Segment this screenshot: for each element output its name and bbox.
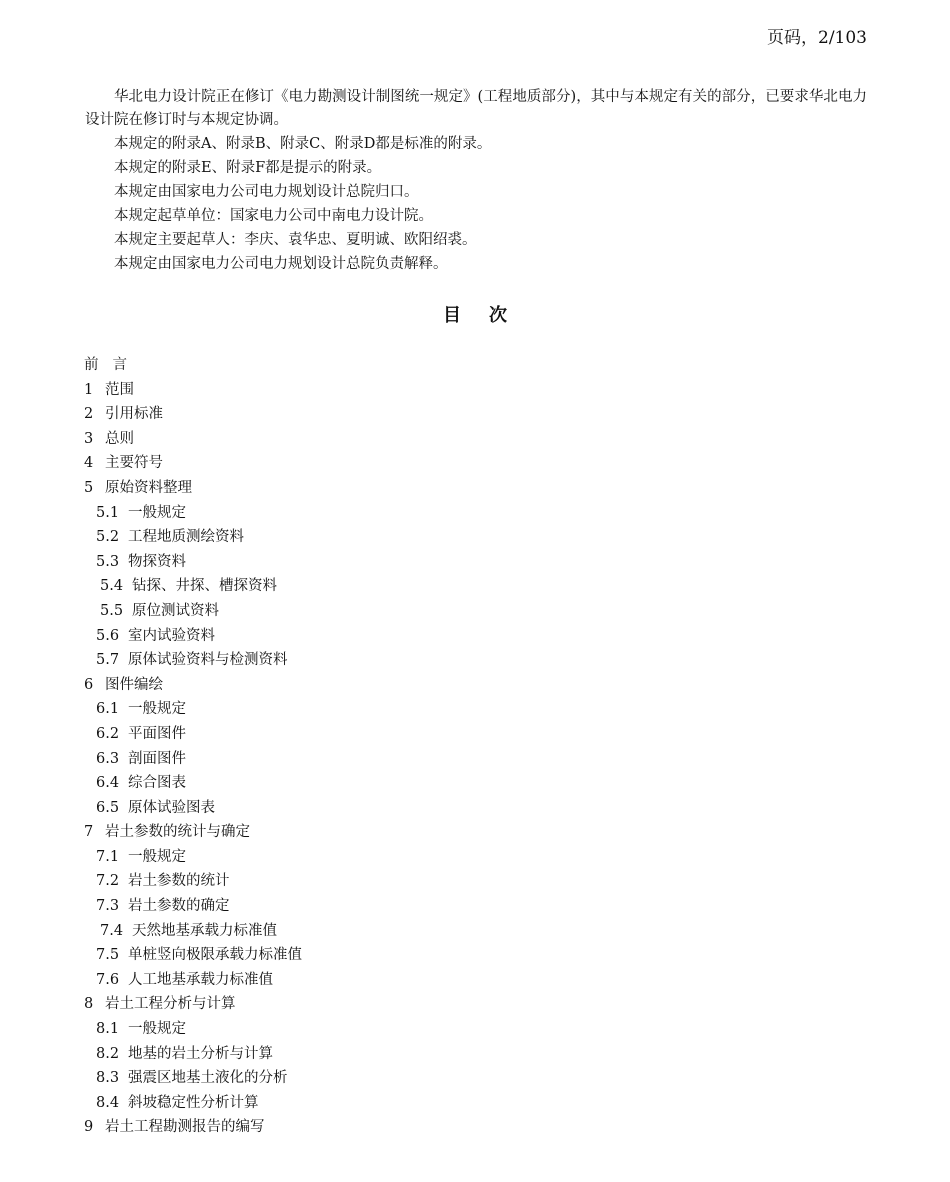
toc-entry-number: 2: [84, 406, 94, 423]
intro-section: [85, 86, 867, 276]
toc-entry-title: 一般规定: [128, 848, 186, 865]
toc-entry-number: 8: [84, 996, 94, 1013]
toc-entry-title: 一般规定: [128, 504, 186, 521]
toc-entry[interactable]: [84, 673, 864, 698]
toc-entry-number: 5.4: [100, 578, 124, 595]
toc-entry-title: 原体试验资料与检测资料: [128, 652, 288, 669]
toc-entry-number: 5.6: [96, 627, 120, 644]
toc-entry-title: 单桩竖向极限承载力标准值: [128, 947, 302, 964]
intro-paragraph: 本规定起草单位：国家电力公司中南电力设计院。: [114, 208, 433, 224]
toc-entry-number: 5.7: [96, 652, 120, 669]
toc-entry-number: 5.1: [96, 504, 120, 521]
toc-entry-title: 总则: [105, 430, 134, 447]
toc-entry-title: 图件编绘: [105, 676, 163, 693]
toc-subentry[interactable]: [84, 525, 864, 550]
toc-subentry[interactable]: [84, 624, 864, 649]
toc-subentry[interactable]: [84, 943, 864, 968]
toc-entry-number: 8.2: [96, 1045, 120, 1062]
intro-paragraph: 本规定由国家电力公司电力规划设计总院归口。: [114, 184, 419, 200]
toc-entry-title: 剖面图件: [128, 750, 186, 767]
toc-subentry[interactable]: [84, 845, 864, 870]
toc-entry-foreword[interactable]: [84, 353, 864, 378]
toc-entry[interactable]: [84, 820, 864, 845]
toc-subentry[interactable]: [84, 968, 864, 993]
toc-entry-title: 室内试验资料: [128, 627, 215, 644]
toc-entry-title: 主要符号: [105, 455, 163, 472]
toc-entry-number: 7.4: [100, 922, 124, 939]
toc-title: 目次: [443, 305, 535, 326]
toc-subentry[interactable]: [84, 550, 864, 575]
toc-entry-title: 前言: [84, 357, 141, 373]
toc-entry[interactable]: [84, 992, 864, 1017]
toc-subentry[interactable]: [84, 894, 864, 919]
table-of-contents: [84, 353, 864, 1140]
toc-entry-title: 人工地基承载力标准值: [128, 971, 273, 988]
toc-entry-title: 钻探、井探、槽探资料: [132, 578, 277, 595]
toc-entry-number: 8.3: [96, 1070, 120, 1087]
intro-paragraph: 本规定的附录A、附录B、附录C、附录D都是标准的附录。: [114, 136, 492, 152]
toc-subentry[interactable]: [84, 1091, 864, 1116]
toc-entry-number: 5.5: [100, 602, 124, 619]
toc-subentry[interactable]: [84, 919, 864, 944]
toc-entry-number: 5.2: [96, 529, 120, 546]
toc-entry-number: 6.3: [96, 750, 120, 767]
toc-entry-title: 综合图表: [128, 775, 186, 792]
toc-entry-title: 岩土参数的统计: [128, 873, 230, 890]
toc-entry[interactable]: [84, 427, 864, 452]
toc-entry-number: 7: [84, 824, 94, 841]
toc-subentry[interactable]: [84, 1042, 864, 1067]
toc-subentry[interactable]: [84, 1066, 864, 1091]
toc-entry-title: 一般规定: [128, 1021, 186, 1038]
toc-entry-title: 强震区地基土液化的分析: [128, 1070, 288, 1087]
toc-entry-title: 斜坡稳定性分析计算: [128, 1094, 259, 1111]
toc-entry-title: 岩土工程分析与计算: [105, 996, 236, 1013]
toc-entry-number: 7.3: [96, 898, 120, 915]
toc-entry-title: 平面图件: [128, 725, 186, 742]
intro-paragraph: 华北电力设计院正在修订《电力勘测设计制图统一规定》(工程地质部分)，其中与本规定有关的部分，已要求华北电力设计院在修订时与本规定协调。: [85, 89, 867, 128]
toc-entry-number: 8.1: [96, 1021, 120, 1038]
toc-entry-number: 3: [84, 430, 94, 447]
toc-entry-number: 5.3: [96, 553, 120, 570]
toc-entry-number: 6.1: [96, 701, 120, 718]
toc-entry-title: 岩土工程勘测报告的编写: [105, 1119, 265, 1136]
toc-entry-number: 5: [84, 479, 94, 496]
toc-entry-title: 一般规定: [128, 701, 186, 718]
toc-entry[interactable]: [84, 1115, 864, 1140]
toc-entry-title: 范围: [105, 381, 134, 398]
toc-entry-number: 6: [84, 676, 94, 693]
toc-subentry[interactable]: [84, 869, 864, 894]
toc-entry-number: 7.5: [96, 947, 120, 964]
page-number: 页码，2/103: [767, 28, 867, 48]
toc-entry-title: 物探资料: [128, 553, 186, 570]
toc-entry-title: 天然地基承载力标准值: [132, 922, 277, 939]
toc-entry[interactable]: [84, 451, 864, 476]
intro-paragraph: 本规定的附录E、附录F都是提示的附录。: [114, 160, 382, 176]
toc-subentry[interactable]: [84, 747, 864, 772]
toc-entry-number: 8.4: [96, 1094, 120, 1111]
toc-entry-number: 7.1: [96, 848, 120, 865]
toc-entry-number: 9: [84, 1119, 94, 1136]
toc-entry-number: 6.4: [96, 775, 120, 792]
intro-paragraph: 本规定主要起草人：李庆、袁华忠、夏明诚、欧阳绍裘。: [114, 232, 477, 248]
toc-subentry[interactable]: [84, 1017, 864, 1042]
toc-entry-number: 1: [84, 381, 94, 398]
toc-entry-title: 工程地质测绘资料: [128, 529, 244, 546]
toc-subentry[interactable]: [84, 722, 864, 747]
toc-entry-title: 岩土参数的统计与确定: [105, 824, 250, 841]
intro-paragraph: 本规定由国家电力公司电力规划设计总院负责解释。: [114, 256, 448, 272]
toc-entry-number: 7.6: [96, 971, 120, 988]
toc-entry[interactable]: [84, 378, 864, 403]
toc-entry-number: 6.2: [96, 725, 120, 742]
toc-entry-title: 原始资料整理: [105, 479, 192, 496]
toc-entry-title: 地基的岩土分析与计算: [128, 1045, 273, 1062]
toc-subentry[interactable]: [84, 796, 864, 821]
toc-subentry[interactable]: [84, 599, 864, 624]
toc-subentry[interactable]: [84, 771, 864, 796]
toc-entry[interactable]: [84, 476, 864, 501]
toc-entry-number: 4: [84, 455, 94, 472]
toc-subentry[interactable]: [84, 501, 864, 526]
toc-entry-title: 引用标准: [105, 406, 163, 423]
toc-subentry[interactable]: [84, 648, 864, 673]
toc-entry-title: 原位测试资料: [132, 602, 219, 619]
toc-subentry[interactable]: [84, 574, 864, 599]
toc-entry[interactable]: [84, 402, 864, 427]
toc-subentry[interactable]: [84, 697, 864, 722]
toc-entry-number: 7.2: [96, 873, 120, 890]
toc-entry-title: 岩土参数的确定: [128, 898, 230, 915]
toc-entry-title: 原体试验图表: [128, 799, 215, 816]
toc-entry-number: 6.5: [96, 799, 120, 816]
